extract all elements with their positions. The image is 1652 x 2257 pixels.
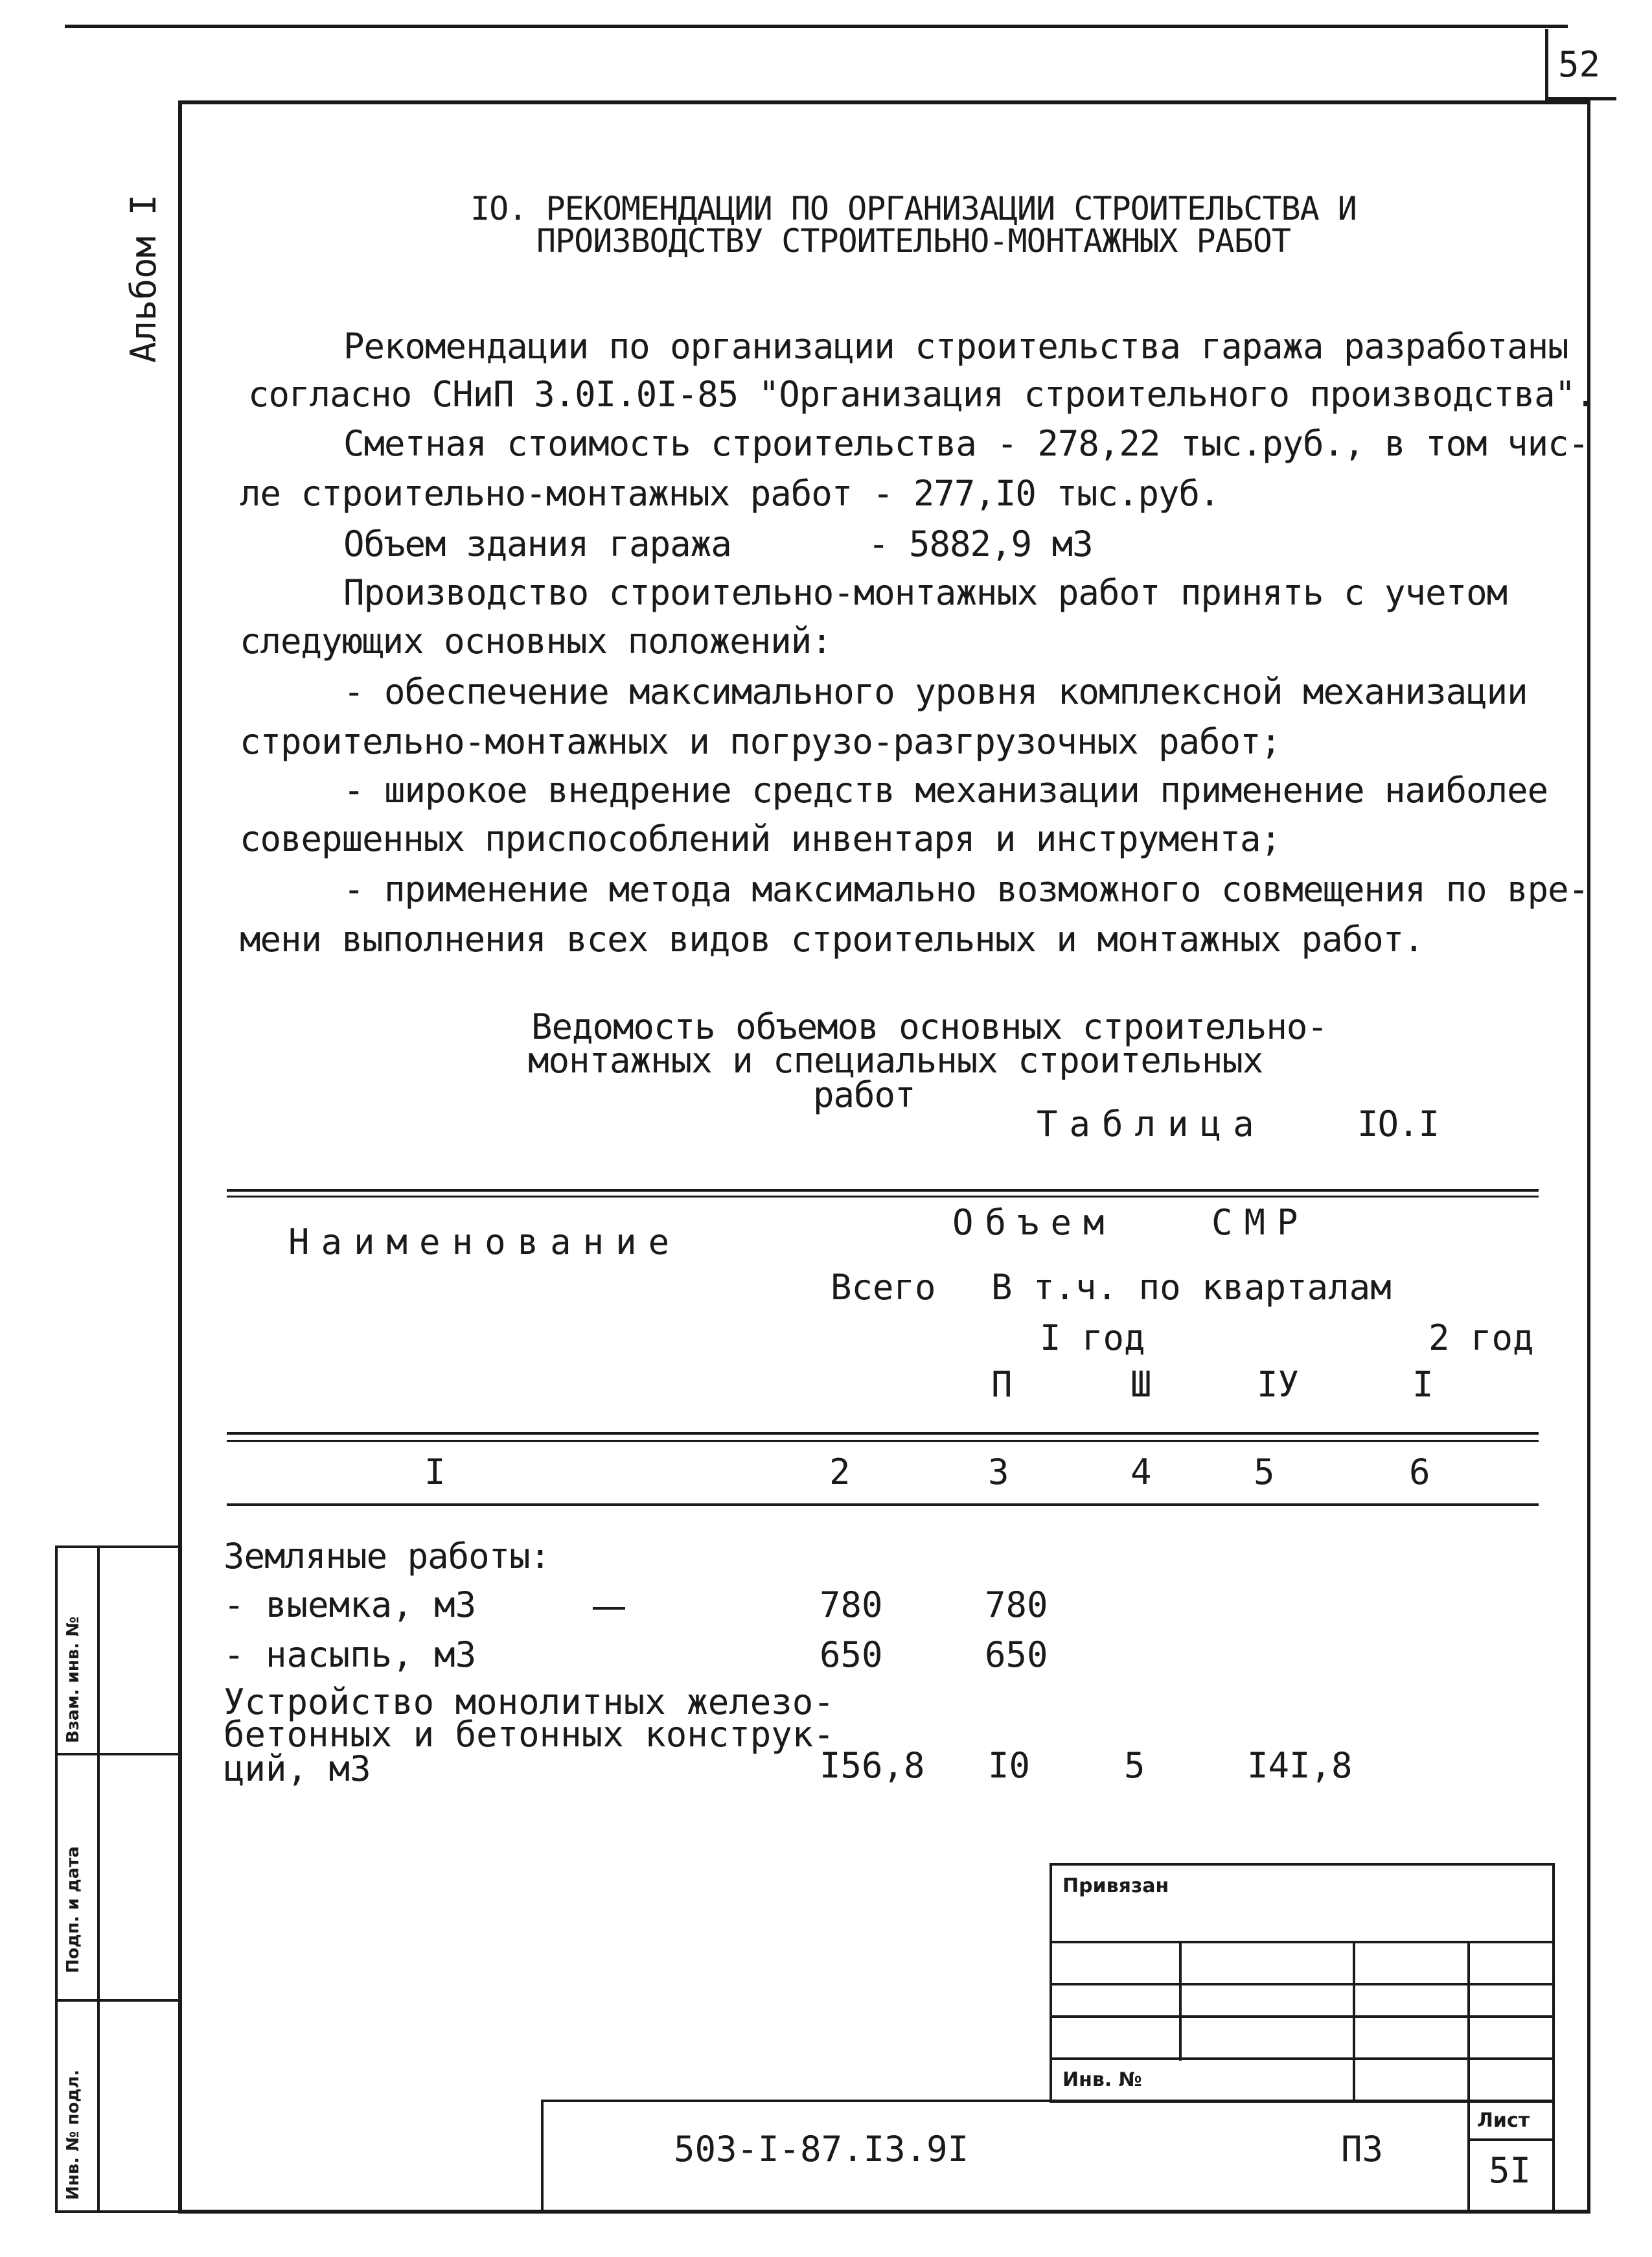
header-total: Всего	[831, 1267, 936, 1308]
bullet-3-line-2: мени выполнения всех видов строительных и монтажных работ.	[240, 919, 1424, 960]
top-page-number: 52	[1558, 44, 1601, 85]
quarter-label-4: IУ	[1257, 1364, 1300, 1405]
row-fill-total: 650	[820, 1634, 883, 1675]
stamp-sheet-divider	[1467, 2138, 1555, 2141]
header-name: Наименование	[288, 1221, 682, 1262]
col-number-6: 6	[1409, 1452, 1430, 1492]
paragraph-1-line-1: Рекомендации по организации строительства гаража разработаны	[343, 326, 1568, 367]
section-heading-line2: ПРОИЗВОДСТВУ СТРОИТЕЛЬНО-МОНТАЖНЫХ РАБОТ	[536, 222, 1291, 260]
row-excavation-dash	[593, 1607, 625, 1610]
side-stamp-row-1	[55, 1753, 181, 1755]
album-label: Альбом I	[123, 194, 164, 363]
row-concrete-q3: 5	[1124, 1745, 1145, 1786]
row-excavation-name: - выемка, м3	[224, 1584, 477, 1625]
row-concrete-total: I56,8	[820, 1745, 925, 1786]
table-caption-line1: Ведомость объемов основных строительно-	[531, 1006, 1327, 1047]
section-earthworks: Земляные работы:	[224, 1536, 551, 1577]
col-number-1: I	[424, 1452, 446, 1492]
paragraph-2-line-2: ле строительно-монтажных работ - 277,I0 тыс.руб.	[240, 473, 1220, 514]
header-rule-1	[227, 1432, 1539, 1435]
quarter-label-2: П	[991, 1364, 1013, 1405]
frame-right	[1587, 100, 1590, 2213]
col-number-2: 2	[829, 1452, 851, 1492]
row-fill-q2: 650	[985, 1634, 1048, 1675]
stamp-row-4	[1050, 2057, 1555, 2060]
building-volume-value: - 5882,9 м3	[868, 524, 1093, 564]
header-year-1: I год	[1040, 1317, 1145, 1358]
row-fill-name: - насыпь, м3	[224, 1634, 477, 1675]
paragraph-4-line-2: следующих основных положений:	[240, 621, 832, 662]
table-label: Таблица	[1037, 1104, 1266, 1144]
row-excavation-q2: 780	[985, 1584, 1048, 1625]
stamp-row-3	[1050, 2015, 1555, 2018]
table-top-rule-1	[227, 1189, 1539, 1192]
stamp-sheet-label: Лист	[1477, 2109, 1530, 2132]
bullet-1-line-2: строительно-монтажных и погрузо-разгрузочных работ;	[240, 721, 1281, 762]
section-heading-line1: IO. РЕКОМЕНДАЦИИ ПО ОРГАНИЗАЦИИ СТРОИТЕЛЬСТВА И	[470, 190, 1357, 227]
side-stamp-divider	[97, 1545, 100, 2213]
side-stamp-sign-date: Подп. и дата	[63, 1846, 83, 1973]
header-by-quarter: В т.ч. по кварталам	[991, 1267, 1392, 1308]
stamp-row-1	[1050, 1941, 1555, 1943]
row-concrete-name-line2: бетонных и бетонных конструк-	[224, 1714, 834, 1755]
side-stamp-replace-inv: Взам. инв. №	[63, 1616, 83, 1743]
header-volume: Объем	[952, 1202, 1116, 1243]
stamp-col-2	[1353, 1941, 1355, 2103]
table-caption-line2: монтажных и специальных строительных	[528, 1040, 1263, 1081]
table-caption-line3: работ	[813, 1074, 915, 1115]
stamp-bound-label: Привязан	[1062, 1875, 1169, 1897]
paragraph-1-line-2: согласно СНиП 3.0I.0I-85 "Организация строительного производства".	[248, 374, 1596, 415]
table-number: IO.I	[1357, 1104, 1440, 1144]
col-number-3: 3	[988, 1452, 1009, 1492]
stamp-col-1	[1179, 1941, 1182, 2061]
quarter-label-3: Ш	[1130, 1364, 1152, 1405]
row-concrete-q2: I0	[988, 1745, 1031, 1786]
stamp-section: ПЗ	[1341, 2129, 1384, 2170]
bullet-2-line-1: - широкое внедрение средств механизации применение наиболее	[343, 770, 1548, 811]
row-concrete-name-line1: Устройство монолитных железо-	[224, 1682, 834, 1722]
stamp-row-2	[1050, 1983, 1555, 1985]
paragraph-2-line-1: Сметная стоимость строительства - 278,22 тыс.руб., в том чис-	[343, 423, 1589, 464]
colnum-rule	[227, 1503, 1539, 1506]
header-smr: СМР	[1211, 1202, 1310, 1243]
header-year-2: 2 год	[1428, 1317, 1534, 1358]
bullet-3-line-1: - применение метода максимально возможного совмещения по вре-	[343, 869, 1589, 910]
building-volume-label: Объем здания гаража	[343, 524, 731, 564]
frame-top	[178, 100, 1590, 104]
side-stamp-row-2	[55, 1999, 181, 2002]
header-rule-2	[227, 1440, 1539, 1442]
top-rule	[65, 25, 1568, 28]
col-number-4: 4	[1130, 1452, 1152, 1492]
row-concrete-q4: I4I,8	[1247, 1745, 1353, 1786]
row-excavation-total: 780	[820, 1584, 883, 1625]
row-concrete-name-line3: ций, м3	[224, 1748, 371, 1789]
side-stamp-inv-orig: Инв. № подл.	[63, 2069, 83, 2200]
stamp-doc-code: 503-I-87.I3.9I	[674, 2129, 969, 2170]
stamp-sheet-number: 5I	[1489, 2150, 1532, 2191]
paragraph-4-line-1: Производство строительно-монтажных работ принять с учетом	[343, 572, 1508, 613]
bullet-2-line-2: совершенных приспособлений инвентаря и инструмента;	[240, 818, 1281, 859]
bullet-1-line-1: - обеспечение максимального уровня комплексной механизации	[343, 671, 1528, 712]
quarter-label-1-year-2: I	[1412, 1364, 1434, 1405]
col-number-5: 5	[1254, 1452, 1275, 1492]
table-top-rule-2	[227, 1196, 1539, 1198]
stamp-inv-label: Инв. №	[1062, 2068, 1142, 2091]
